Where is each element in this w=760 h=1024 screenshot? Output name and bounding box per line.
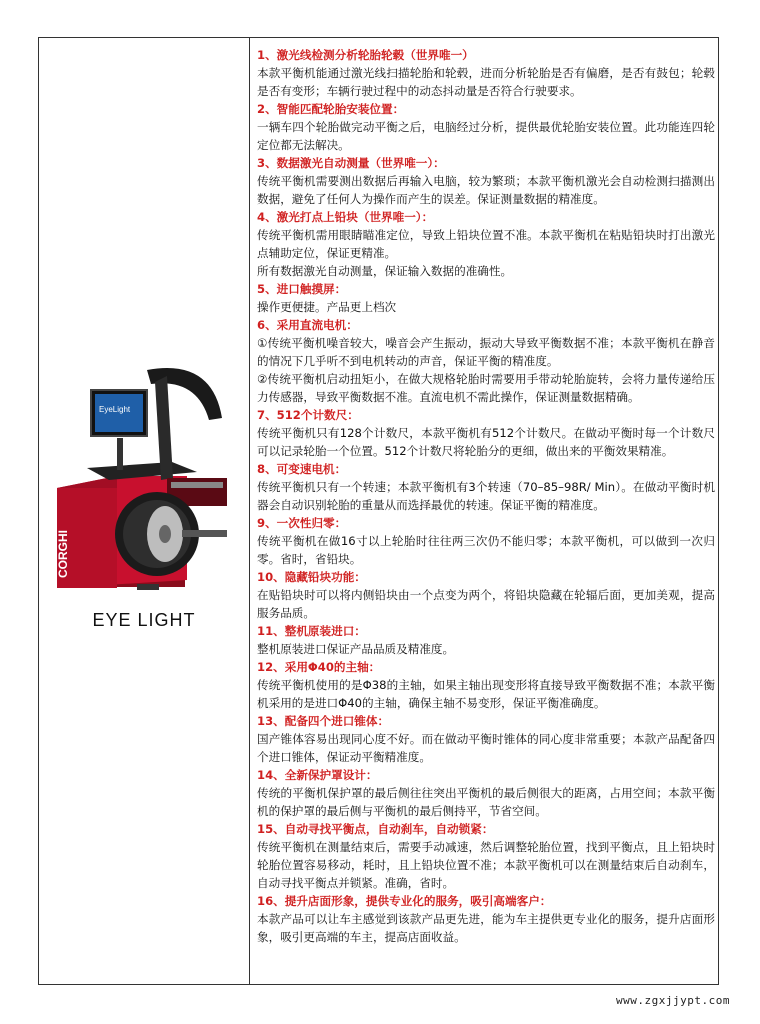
feature-description: 传统平衡机在测量结束后，需要手动减速，然后调整轮胎位置，找到平衡点，且上铅块时轮胎位置容易移动，耗时，且上铅块位置不准；本款平衡机可以在测量结束后自动刹车，自动寻找平衡点并锁紧。准确，省时。 bbox=[257, 840, 715, 890]
feature-description: 本款产品可以让车主感觉到该款产品更先进，能为车主提供更专业化的服务，提升店面形象，吸引更高端的车主，提高店面收益。 bbox=[257, 912, 715, 944]
feature-item bbox=[257, 568, 715, 622]
feature-description: 所有数据激光自动测量，保证输入数据的准确性。 bbox=[257, 264, 513, 278]
feature-item bbox=[257, 316, 715, 406]
feature-item bbox=[257, 406, 715, 460]
feature-description: ①传统平衡机噪音较大，噪音会产生振动，振动大导致平衡数据不准；本款平衡机在静音的情况下几乎听不到电机转动的声音，保证平衡的精准度。 bbox=[257, 336, 715, 368]
feature-item bbox=[257, 712, 715, 766]
wheel-balancer-image bbox=[47, 358, 239, 598]
feature-description: 本款平衡机能通过激光线扫描轮胎和轮毂，进而分析轮胎是否有偏磨，是否有鼓包；轮毂是否有变形；车辆行驶过程中的动态抖动量是否符合行驶要求。 bbox=[257, 66, 715, 98]
feature-title: 9、一次性归零： bbox=[257, 516, 347, 530]
column-divider bbox=[249, 37, 250, 985]
feature-description: 传统平衡机需用眼睛瞄准定位，导致上铅块位置不准。本款平衡机在粘贴铅块时打出激光点辅助定位，保证更精准。 bbox=[257, 228, 715, 260]
feature-description: 传统平衡机在做16寸以上轮胎时往往两三次仍不能归零；本款平衡机，可以做到一次归零。省时，省铅块。 bbox=[257, 534, 715, 566]
screen-brand: EyeLight bbox=[99, 405, 131, 414]
feature-title: 7、512个计数尺： bbox=[257, 408, 359, 422]
feature-description: 传统的平衡机保护罩的最后侧往往突出平衡机的最后侧很大的距离，占用空间；本款平衡机的保护罩的最后侧与平衡机的最后侧持平，节省空间。 bbox=[257, 786, 715, 818]
feature-title: 11、整机原装进口： bbox=[257, 624, 366, 638]
feature-title: 14、全新保护罩设计： bbox=[257, 768, 378, 782]
feature-title: 12、采用Φ40的主轴： bbox=[257, 660, 381, 674]
feature-description: ②传统平衡机启动扭矩小，在做大规格轮胎时需要用手带动轮胎旋转，会将力量传递给压力传感器，导致平衡数据不准。直流电机不需此操作，保证测量数据精确。 bbox=[257, 372, 715, 404]
feature-title: 13、配备四个进口锥体： bbox=[257, 714, 390, 728]
feature-title: 16、提升店面形象，提供专业化的服务，吸引高端客户： bbox=[257, 894, 552, 908]
feature-item bbox=[257, 280, 715, 316]
feature-title: 2、智能匹配轮胎安装位置： bbox=[257, 102, 405, 116]
feature-item bbox=[257, 892, 715, 946]
feature-description: 在贴铅块时可以将内侧铅块由一个点变为两个，将铅块隐藏在轮辐后面，更加美观，提高服务品质。 bbox=[257, 588, 715, 620]
footer-website: www.zgxjjypt.com bbox=[616, 994, 730, 1007]
feature-description: 传统平衡机使用的是Φ38的主轴，如果主轴出现变形将直接导致平衡数据不准；本款平衡机采用的是进口Φ40的主轴，确保主轴不易变形，保证平衡准确度。 bbox=[257, 678, 715, 710]
feature-item bbox=[257, 154, 715, 208]
feature-title: 10、隐藏铅块功能： bbox=[257, 570, 366, 584]
feature-description: 传统平衡机需要测出数据后再输入电脑，较为繁琐；本款平衡机激光会自动检测扫描测出数据，避免了任何人为操作而产生的误差。保证测量数据的精准度。 bbox=[257, 174, 715, 206]
feature-description: 操作更便捷。产品更上档次 bbox=[257, 300, 397, 314]
feature-item bbox=[257, 820, 715, 892]
feature-item bbox=[257, 46, 715, 100]
feature-description: 传统平衡机只有一个转速；本款平衡机有3个转速（70–85–98R/ Min）。在做动平衡时机器会自动识别轮胎的重量从而选择最优的转速。保证平衡的精准度。 bbox=[257, 480, 715, 512]
product-column bbox=[39, 38, 249, 984]
product-name: EYE LIGHT bbox=[92, 610, 196, 630]
feature-title: 1、激光线检测分析轮胎轮毂（世界唯一） bbox=[257, 48, 474, 62]
cabinet-brand: CORGHI bbox=[56, 530, 70, 578]
feature-item bbox=[257, 208, 715, 280]
feature-list bbox=[257, 46, 715, 946]
feature-title: 3、数据激光自动测量（世界唯一）： bbox=[257, 156, 445, 170]
feature-item bbox=[257, 622, 715, 658]
feature-item bbox=[257, 766, 715, 820]
feature-title: 5、进口触摸屏： bbox=[257, 282, 347, 296]
feature-item bbox=[257, 100, 715, 154]
feature-title: 6、采用直流电机： bbox=[257, 318, 358, 332]
feature-title: 8、可变速电机： bbox=[257, 462, 347, 476]
feature-description: 整机原装进口保证产品品质及精准度。 bbox=[257, 642, 455, 656]
feature-item bbox=[257, 514, 715, 568]
feature-item bbox=[257, 460, 715, 514]
feature-item bbox=[257, 658, 715, 712]
feature-title: 15、自动寻找平衡点，自动刹车，自动锁紧： bbox=[257, 822, 494, 836]
feature-description: 一辆车四个轮胎做完动平衡之后，电脑经过分析，提供最优轮胎安装位置。此功能连四轮定位都无法解决。 bbox=[257, 120, 715, 152]
feature-title: 4、激光打点上铅块（世界唯一）： bbox=[257, 210, 434, 224]
feature-description: 传统平衡机只有128个计数尺，本款平衡机有512个计数尺。在做动平衡时每一个计数尺可以记录轮胎一个位置。512个计数尺将轮胎分的更细，做出来的平衡效果精准。 bbox=[257, 426, 715, 458]
feature-description: 国产锥体容易出现同心度不好。而在做动平衡时锥体的同心度非常重要；本款产品配备四个进口锥体，保证动平衡精准度。 bbox=[257, 732, 715, 764]
